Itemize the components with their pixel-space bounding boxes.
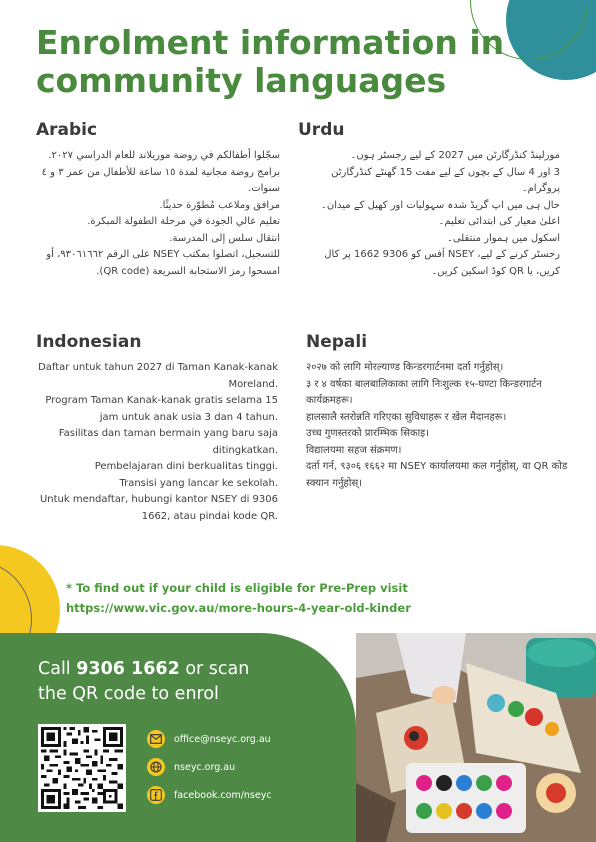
nepali-line: २०२७ को लागि मोरल्याण्ड किन्डरगार्टनमा दर्ता गर्नुहोस्। <box>306 362 504 373</box>
urdu-line: اعلیٰ معیار کی ابتدائی تعلیم۔ <box>438 216 560 227</box>
contact-email[interactable] <box>147 730 271 748</box>
nepali-line: दर्ता गर्न, ९३०६ १६६२ मा NSEY कार्यालयमा कल गर्नुहोस्, वा QR कोड स्क्यान गर्नुहोस्। <box>306 461 568 489</box>
facebook-icon <box>147 786 165 804</box>
children-painting-photo <box>356 633 596 842</box>
email-icon <box>147 730 165 748</box>
indonesian-line: Transisi yang lancar ke sekolah. <box>119 477 278 489</box>
nepali-line: ३ र ४ वर्षका बालबालिकाका लागि निःशुल्क १५-घण्टा किन्डरगार्टन कार्यक्रमहरू। <box>306 378 542 406</box>
indonesian-text <box>36 360 278 525</box>
indonesian-line: Program Taman Kanak-kanak gratis selama 15 jam untuk anak usia 3 dan 4 tahun. <box>45 395 278 423</box>
eligibility-link[interactable]: https://www.vic.gov.au/more-hours-4-year-old-kinder <box>66 601 411 615</box>
arabic-line: تعليم عالي الجودة في مرحلة الطفولة المبكرة. <box>87 216 280 227</box>
contact-website[interactable] <box>147 758 235 776</box>
arabic-text <box>36 148 280 280</box>
indonesian-line: Pembelajaran dini berkualitas tinggi. <box>94 461 278 472</box>
nepali-line: विद्यालयमा सहज संक्रमण। <box>306 444 402 456</box>
urdu-line: رجسٹر کرنے کے لیے، NSEY آفس کو 9306 1662 پر کال کریں، یا QR کوڈ اسکین کریں۔ <box>324 249 560 277</box>
heading-urdu: Urdu <box>298 120 345 140</box>
nepali-line: उच्च गुणस्तरको प्रारम्भिक सिकाइ। <box>306 428 429 439</box>
heading-indonesian: Indonesian <box>36 332 142 352</box>
indonesian-line: Untuk mendaftar, hubungi kantor NSEY di 9306 1662, atau pindai kode QR. <box>39 494 278 522</box>
arabic-line: مرافق وملاعب مُطوّرة حديثًا. <box>159 199 280 211</box>
urdu-line: مورلینڈ کنڈرگارٹن میں 2027 کے لیے رجسٹر ہوں۔ <box>350 150 560 161</box>
qr-code-graphic <box>41 727 123 809</box>
nepali-text <box>306 360 568 492</box>
globe-icon <box>147 758 165 776</box>
urdu-line: 3 اور 4 سال کے بچوں کے لیے مفت 15 گھنٹے کنڈرگارٹن پروگرام۔ <box>331 166 560 194</box>
indonesian-line: Daftar untuk tahun 2027 di Taman Kanak-kanak Moreland. <box>38 362 278 390</box>
heading-nepali: Nepali <box>306 332 368 352</box>
urdu-line: حال ہی میں اپ گریڈ شدہ سہولیات اور کھیل کے میدان۔ <box>320 199 560 211</box>
arabic-line: برامج روضة مجانية لمدة ١٥ ساعة للأطفال من عمر ٣ و ٤ سنوات. <box>41 166 280 194</box>
cta-line2: the QR code to enrol <box>38 684 219 704</box>
cta-phone[interactable]: 9306 1662 <box>76 659 180 679</box>
arabic-line: للتسجيل، اتصلوا بمكتب NSEY على الرقم ٩٣٠٦١٦٦٢، أو امسحوا رمز الاستجابة السريعة (QR code). <box>46 249 280 277</box>
contact-facebook[interactable] <box>147 786 272 804</box>
urdu-line: اسکول میں ہموار منتقلی۔ <box>446 232 560 244</box>
arabic-line: سجّلوا أطفالكم في روضة موريلاند للعام الدراسي ٢٠٢٧. <box>48 150 280 161</box>
eligibility-text: * To find out if your child is eligible for Pre-Prep visit <box>66 581 408 595</box>
nepali-line: हालसालै स्तरोन्नति गरिएका सुविधाहरू र खेल मैदानहरू। <box>306 411 507 423</box>
page-title: Enrolment information in community languages <box>36 23 505 100</box>
cta-prefix: Call <box>38 659 77 679</box>
website-url[interactable]: nseyc.org.au <box>174 761 236 773</box>
indonesian-line: Fasilitas dan taman bermain yang baru saja ditingkatkan. <box>58 428 278 456</box>
eligibility-note <box>66 578 411 618</box>
arabic-line: انتقال سلس إلى المدرسة. <box>169 232 280 244</box>
urdu-text <box>298 148 560 280</box>
facebook-url[interactable]: facebook.com/nseyc <box>174 789 272 801</box>
photo-graphic <box>356 633 596 842</box>
heading-arabic: Arabic <box>36 120 98 140</box>
email-address[interactable]: office@nseyc.org.au <box>174 733 271 745</box>
qr-code[interactable] <box>38 724 126 812</box>
cta-suffix: or scan <box>179 659 250 679</box>
call-to-action <box>38 657 249 707</box>
